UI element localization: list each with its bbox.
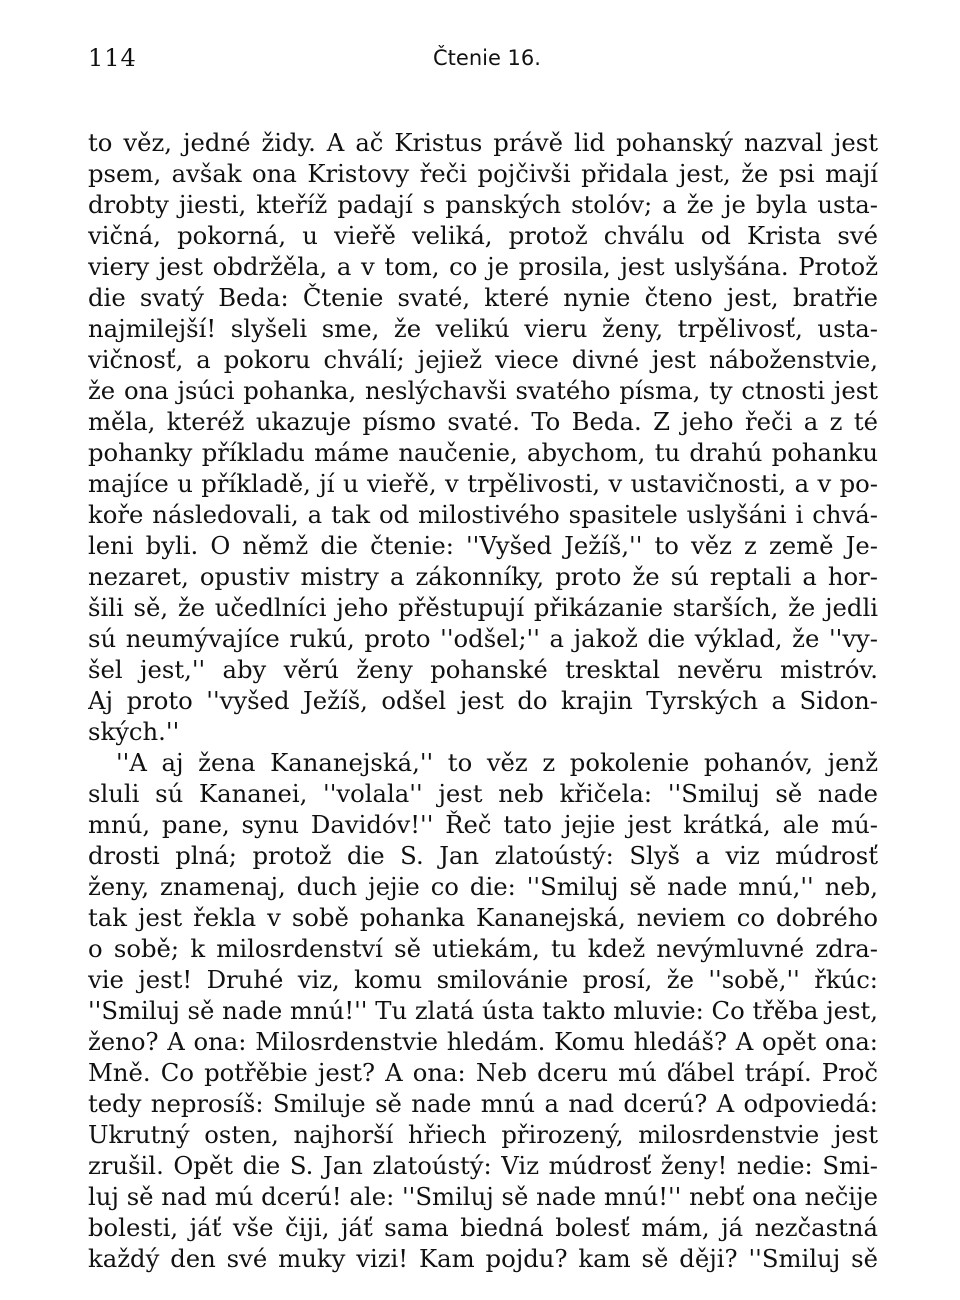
text-line: drosti plná; protož die S. Jan zlatoústý: Slyš a viz múdrosť — [88, 841, 878, 870]
text-line: o sobě; k milosrdenství sě utiekám, tu kdež nevýmluvné zdra- — [88, 934, 878, 963]
text-line: šili sě, že učedlníci jeho přěstupují přikázanie starších, že jedli — [88, 593, 878, 622]
text-line: Ukrutný osten, najhorší hřiech přirozený, milosrdenstvie jest — [88, 1120, 878, 1149]
chapter-title: Čtenie 16. — [433, 46, 541, 70]
text-line: Mně. Co potřěbie jest? A ona: Neb dceru mú ďábel trápí. Proč — [88, 1058, 878, 1087]
text-line: luj sě nad mú dcerú! ale: ''Smiluj sě nade mnú!'' nebť ona nečije — [88, 1182, 878, 1211]
page-number: 114 — [88, 44, 137, 72]
text-line: majíce u příkladě, jí u vieřě, v trpělivosti, v ustavičnosti, a v po- — [88, 469, 878, 498]
text-line: sú neumývajíce rukú, proto ''odšel;'' a jakož die výklad, že ''vy- — [88, 624, 878, 653]
text-line: najmilejší! slyšeli sme, že velikú vieru ženy, trpělivosť, usta- — [88, 314, 878, 343]
text-line: ských.'' — [88, 717, 180, 746]
running-head — [88, 44, 878, 78]
text-line: viery jest obdržěla, a v tom, co je prosila, jest uslyšána. Protož — [88, 252, 878, 281]
text-line: pohanky příkladu máme naučenie, abychom, tu drahú pohanku — [88, 438, 878, 467]
text-line: vičnosť, a pokoru chválí; jejiež viece divné jest náboženstvie, — [88, 345, 878, 374]
text-line: bolesti, jáť vše čiji, jáť sama biedná bolesť mám, já nezčastná — [88, 1213, 878, 1242]
text-line: nezaret, opustiv mistry a zákonníky, proto že sú reptali a hor- — [88, 562, 878, 591]
text-line: Aj proto ''vyšed Ježíš, odšel jest do krajin Tyrských a Sidon- — [88, 686, 878, 715]
text-line: každý den své muky vizi! Kam pojdu? kam sě ději? ''Smiluj sě — [88, 1244, 878, 1273]
text-line: šel jest,'' aby věrú ženy pohanské tresktal nevěru mistróv. — [88, 655, 878, 684]
paragraph-start-line: ''A aj žena Kananejská,'' to věz z pokolenie pohanóv, jenž — [116, 748, 878, 777]
body-text — [88, 127, 878, 1274]
text-line: měla, kteréž ukazuje písmo svaté. To Beda. Z jeho řeči a z té — [88, 407, 878, 436]
text-line: sluli sú Kananei, ''volala'' jest neb křičela: ''Smiluj sě nade — [88, 779, 878, 808]
text-line: zrušil. Opět die S. Jan zlatoústý: Viz múdrosť ženy! nedie: Smi- — [88, 1151, 878, 1180]
text-line: ''Smiluj sě nade mnú!'' Tu zlatá ústa takto mluvie: Co třěba jest, — [88, 996, 878, 1025]
text-line: vičná, pokorná, u vieřě veliká, protož chválu od Krista své — [88, 221, 878, 250]
text-line: že ona jsúci pohanka, neslýchavši svatého písma, ty ctnosti jest — [88, 376, 878, 405]
text-line: vie jest! Druhé viz, komu smilovánie prosí, že ''sobě,'' řkúc: — [88, 965, 878, 994]
text-line: die svatý Beda: Čtenie svaté, které nynie čteno jest, bratřie — [88, 283, 878, 312]
text-line: koře následovali, a tak od milostivého spasitele uslyšáni i chvá- — [88, 500, 878, 529]
text-line: psem, avšak ona Kristovy řeči pojčivši přidala jest, že psi mají — [88, 159, 878, 188]
text-line: tak jest řekla v sobě pohanka Kananejská, neviem co dobrého — [88, 903, 878, 932]
text-line: ženo? A ona: Milosrdenstvie hledám. Komu hledáš? A opět ona: — [88, 1027, 878, 1056]
text-line: mnú, pane, synu Davidóv!'' Řeč tato jejie jest krátká, ale mú- — [88, 810, 878, 839]
text-line: ženy, znamenaj, duch jejie co die: ''Smiluj sě nade mnú,'' neb, — [88, 872, 878, 901]
text-line: leni byli. O němž die čtenie: ''Vyšed Ježíš,'' to věz z země Je- — [88, 531, 878, 560]
text-line: tedy neprosíš: Smiluje sě nade mnú a nad dcerú? A odpoviedá: — [88, 1089, 878, 1118]
text-line: to věz, jedné židy. A ač Kristus právě lid pohanský nazval jest — [88, 128, 878, 157]
text-line: drobty jiesti, kteříž padají s panských stolóv; a že je byla usta- — [88, 190, 878, 219]
